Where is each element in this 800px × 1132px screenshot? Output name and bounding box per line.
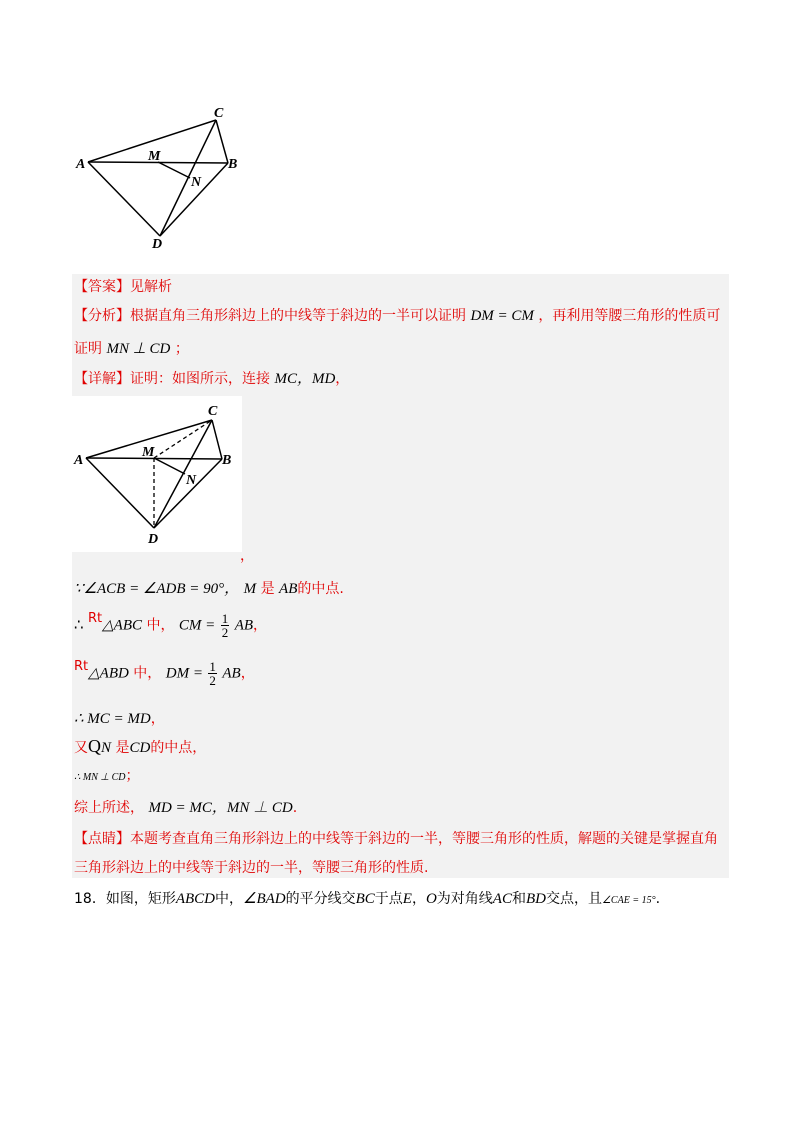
figure-comma: ， [240,548,254,564]
step1-math: ∵∠ACB = ∠ADB = 90°， [74,581,240,597]
step-1 [74,577,344,598]
step4-math: ∴ MC = MD [74,711,151,727]
step1-text2: 的中点. [297,581,344,597]
q18-angle: ∠BAD [243,891,286,907]
comment-line-1 [74,828,718,848]
label-D: D [148,532,159,547]
label-N: N [191,175,202,190]
label-C: C [214,106,224,121]
detail-tag: 【详解】 [74,371,130,387]
step-3 [74,660,255,687]
comment-line-2 [74,857,428,877]
step-5 [74,736,206,757]
q18-t3: 于点 [374,891,403,907]
analysis-line-2 [74,338,189,358]
comment-text-1: 本题考查直角三角形斜边上的中线等于斜边的一半，等腰三角形的性质，解题的关键是掌握直角 [130,831,718,847]
step5-n: N [101,740,112,756]
rt-label: Rt [88,610,103,626]
detail-suffix: ， [335,371,350,387]
q18-t6: 和 [511,891,526,907]
comment-tag: 【点睛】 [74,831,130,847]
label-A: A [74,453,84,468]
step3-text: 中， [133,665,162,682]
step5-cd: CD [129,740,151,756]
step1-ab: AB [279,581,298,597]
triangle-abd: △ABD [88,665,129,682]
step6-math: ∴ MN ⊥ CD [74,772,126,783]
step3-math: DM = [165,665,203,682]
q18-t8: . [655,891,661,907]
label-M: M [142,445,155,460]
q18-t1: 中， [215,891,243,907]
analysis-text: 根据直角三角形斜边上的中线等于斜边的一半可以证明 [130,308,466,324]
step1-text: 是 [260,581,275,597]
step5-text: 是 [115,740,130,756]
step-4 [74,708,165,728]
step-2 [74,612,267,639]
answer-line [74,276,172,296]
therefore-symbol: ∴ [74,617,84,634]
step1-m: M [243,581,257,597]
analysis-prefix: 证明 [74,341,102,357]
step2-text: 中， [146,617,175,634]
detail-math: MC，MD [274,371,336,387]
answer-text: 见解析 [130,279,172,295]
step2-ab: AB [234,617,254,634]
step3-end: ， [240,665,255,682]
step6-end: ； [125,768,140,784]
triangle-abc: △ABC [102,617,143,634]
analysis-math-mn-cd: MN ⊥ CD [106,341,171,357]
label-A: A [76,157,86,172]
label-N: N [186,473,197,488]
analysis-line-1 [74,305,720,325]
q18-abcd: ABCD [175,891,215,907]
analysis-suffix: ； [174,341,189,357]
q18-bc: BC [355,891,375,907]
step4-end: ， [150,711,165,727]
q18-t7: 交点，且 [545,891,602,907]
q18-t2: 的平分线交 [285,891,356,907]
label-M: M [148,149,161,164]
solution-panel [72,274,729,878]
fraction-half: $\frac{1}{2}$ [221,611,229,640]
q18-ac: AC [492,891,512,907]
analysis-math-dm-cm: DM = CM [470,308,534,324]
q18-t4: ， [411,891,426,907]
analysis-text-2: ，再利用等腰三角形的性质可 [538,308,721,324]
fraction-half: $\frac{1}{2}$ [209,659,216,688]
analysis-tag: 【分析】 [74,308,130,324]
step7-math: MD = MC，MN ⊥ CD [148,800,293,816]
q18-o: O [425,891,437,907]
geometry-figure-2 [72,396,242,552]
comment-text-2: 三角形斜边上的中线等于斜边的一半，等腰三角形的性质. [74,860,429,876]
q18-e: E [402,891,412,907]
geometry-figure-1 [70,100,250,250]
step5-q: Q [88,736,101,756]
step-6 [74,765,139,785]
q18-t5: 为对角线 [436,891,493,907]
step2-math: CM = [178,617,216,634]
step5-you: 又 [74,740,88,756]
label-C: C [208,404,218,419]
detail-text: 证明：如图所示，连接 [130,371,270,387]
q18-bd: BD [525,891,546,907]
step-7 [74,796,297,817]
step5-text2: 的中点， [150,740,207,756]
question-18 [74,888,660,908]
step7-text: 综上所述， [74,800,144,816]
step3-ab: AB [222,665,241,682]
rt-label: Rt [74,658,89,674]
label-B: B [228,157,238,172]
label-D: D [152,237,163,250]
answer-tag: 【答案】 [74,279,130,295]
q18-cond: ∠CAE = 15° [601,895,656,906]
step7-end: . [292,800,298,816]
step2-end: ， [253,617,268,634]
q18-number: 18．如图，矩形 [74,891,176,907]
detail-line [74,367,349,388]
label-B: B [222,453,232,468]
